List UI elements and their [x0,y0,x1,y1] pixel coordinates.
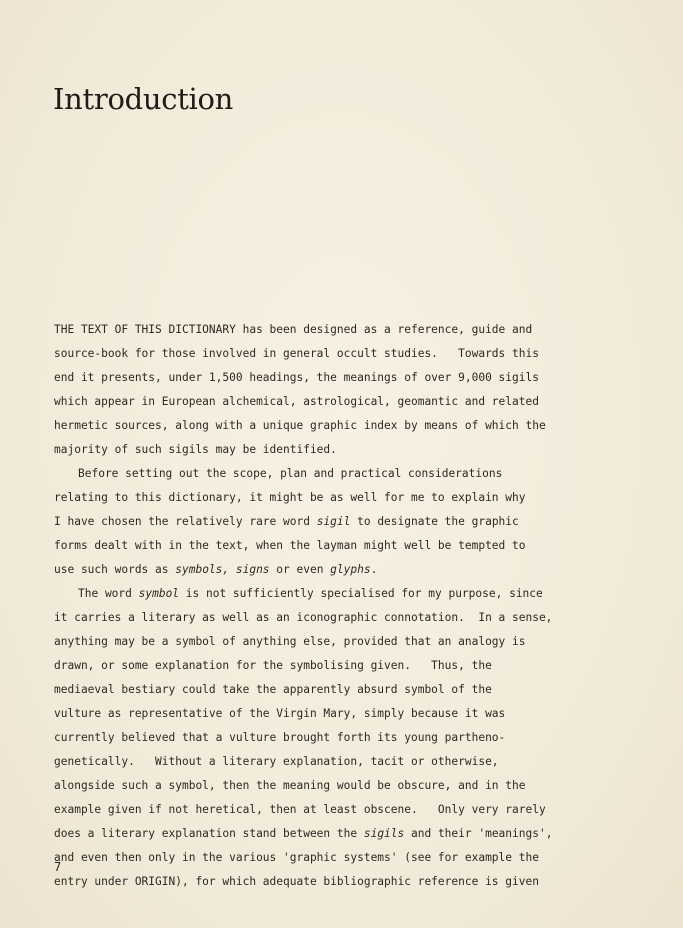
text-line [54,654,614,678]
text-segment: The word [78,587,139,600]
text-segment: relating to this dictionary, it might be as well for me to explain why [54,491,526,504]
text-segment: I have chosen the relatively rare word [54,515,317,528]
text-line [54,510,614,534]
italic-term: symbols, signs [175,563,270,576]
text-segment: or even [269,563,331,576]
text-segment: genetically. Without a literary explanation, tacit or otherwise, [54,755,499,768]
text-line [54,366,614,390]
text-segment: . [370,563,378,576]
text-segment: source-book for those involved in general occult studies. Towards this [54,347,539,360]
text-line [54,534,614,558]
text-segment: currently believed that a vulture brought forth its young partheno- [54,731,506,744]
text-line [54,390,614,414]
text-line [54,606,614,630]
text-line [54,726,614,750]
text-line [54,846,614,870]
text-line [54,678,614,702]
text-segment: hermetic sources, along with a unique graphic index by means of which the [54,419,546,432]
text-line [54,462,614,486]
text-line [54,870,614,894]
text-segment: and their 'meanings', [404,827,553,840]
body-text [54,318,614,894]
italic-term: symbol [138,587,180,600]
text-segment: majority of such sigils may be identified. [54,443,337,456]
text-segment: THE TEXT OF THIS DICTIONARY has been designed as a reference, guide and [54,323,533,336]
italic-term: sigils [363,827,405,840]
text-line [54,822,614,846]
text-segment: end it presents, under 1,500 headings, the meanings of over 9,000 sigils [54,371,539,384]
text-segment: vulture as representative of the Virgin Mary, simply because it was [54,707,506,720]
italic-term: glyphs [330,563,371,576]
text-line [54,750,614,774]
text-segment: forms dealt with in the text, when the layman might well be tempted to [54,539,526,552]
text-line [54,318,614,342]
text-segment: drawn, or some explanation for the symbolising given. Thus, the [54,659,492,672]
text-line [54,558,614,582]
page-title: Introduction [53,82,234,116]
text-line [54,702,614,726]
text-line [54,582,614,606]
text-line [54,486,614,510]
text-segment: Before setting out the scope, plan and practical considerations [78,467,503,480]
text-line [54,774,614,798]
page-number: 7 [54,860,62,874]
text-segment: alongside such a symbol, then the meaning would be obscure, and in the [54,779,526,792]
text-segment: does a literary explanation stand between the [54,827,364,840]
text-segment: and even then only in the various 'graphic systems' (see for example the [54,851,539,864]
text-segment: to designate the graphic [350,515,519,528]
text-line [54,342,614,366]
text-segment: anything may be a symbol of anything else, provided that an analogy is [54,635,526,648]
text-segment: which appear in European alchemical, astrological, geomantic and related [54,395,539,408]
text-segment: mediaeval bestiary could take the apparently absurd symbol of the [54,683,492,696]
text-segment: example given if not heretical, then at least obscene. Only very rarely [54,803,546,816]
text-segment: entry under ORIGIN), for which adequate bibliographic reference is given [54,875,539,888]
text-segment: use such words as [54,563,176,576]
text-segment: it carries a literary as well as an iconographic connotation. In a sense, [54,611,553,624]
text-line [54,438,614,462]
text-segment: is not sufficiently specialised for my purpose, since [179,587,543,600]
italic-term: sigil [316,515,351,528]
text-line [54,630,614,654]
text-line [54,414,614,438]
text-line [54,798,614,822]
